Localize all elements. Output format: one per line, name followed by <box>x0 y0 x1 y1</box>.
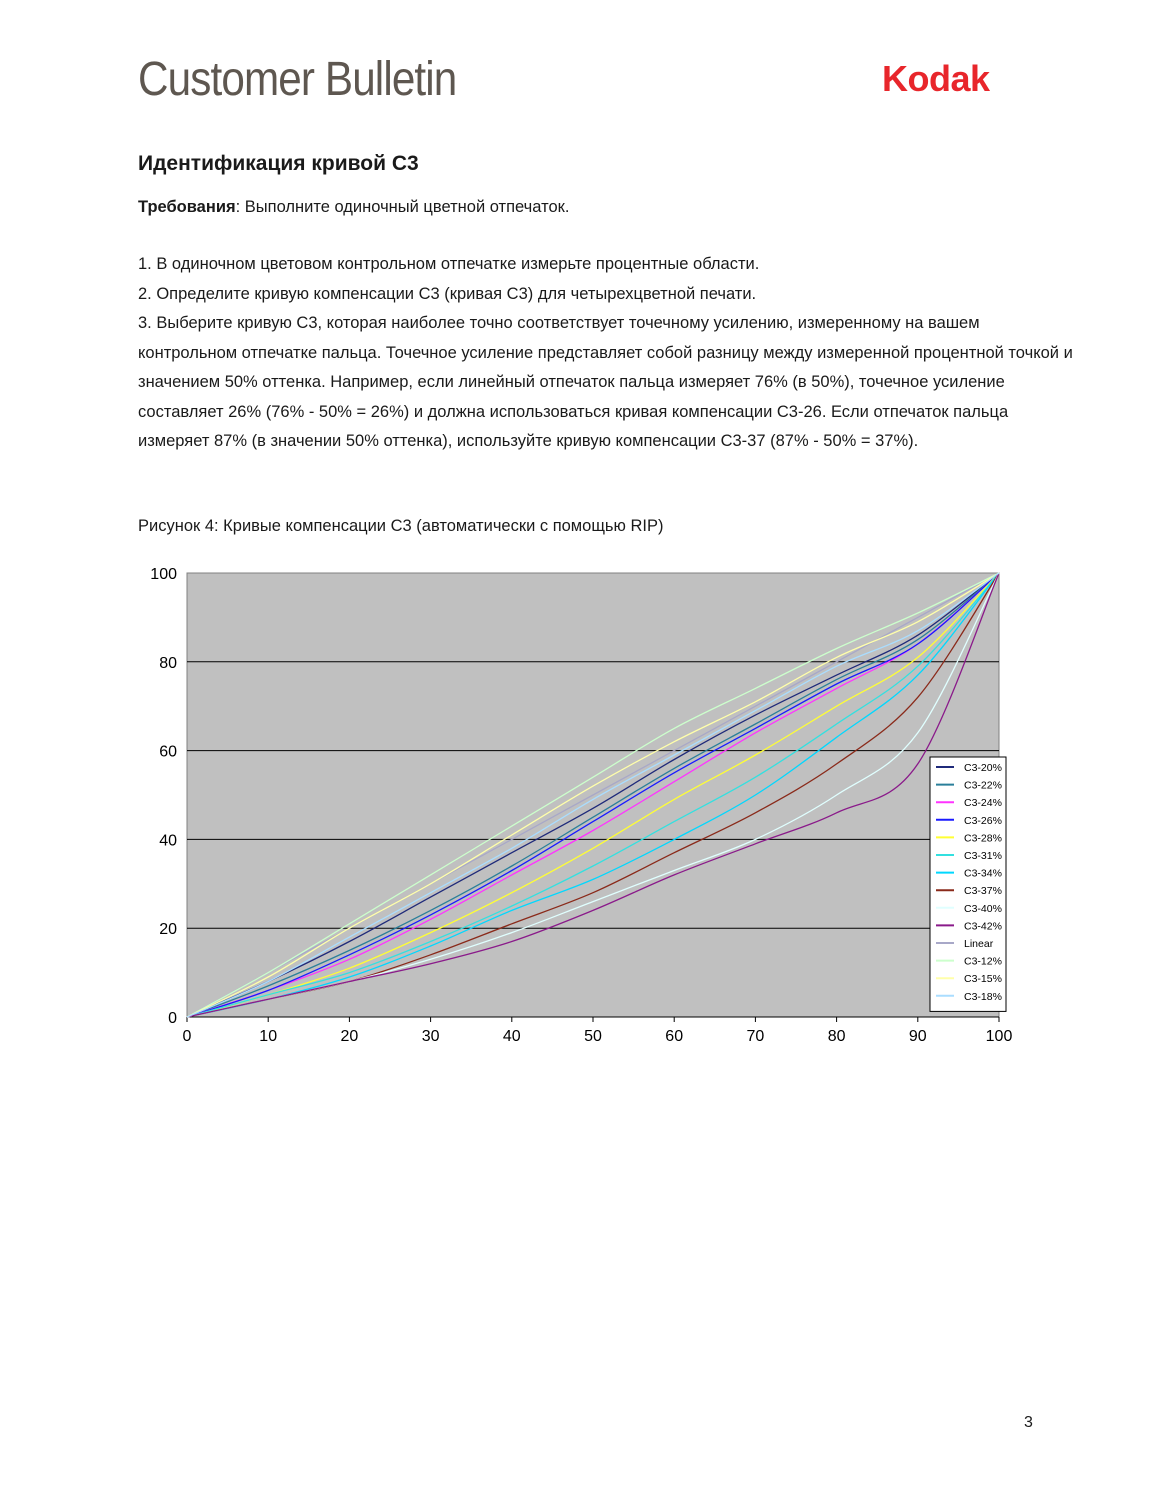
figure-caption: Рисунок 4: Кривые компенсации C3 (автоматически с помощью RIP) <box>138 517 664 535</box>
legend-label: C3-42% <box>964 920 1002 933</box>
y-tick-label: 100 <box>150 566 177 583</box>
legend-label: C3-18% <box>964 990 1002 1003</box>
requirements-label: Требования <box>138 198 236 216</box>
legend-label: Linear <box>964 938 994 950</box>
x-tick-label: 90 <box>908 1028 927 1045</box>
y-tick-label: 80 <box>159 654 177 672</box>
legend-label: C3-20% <box>964 762 1002 774</box>
legend-label: C3-37% <box>964 885 1002 898</box>
x-tick-label: 50 <box>584 1028 602 1045</box>
requirements-line <box>138 198 569 217</box>
bulletin-title: Customer Bulletin <box>138 53 457 106</box>
requirements-text: : Выполните одиночный цветной отпечаток. <box>235 198 570 216</box>
x-tick-label: 80 <box>827 1028 846 1045</box>
y-tick-label: 40 <box>159 832 177 850</box>
x-tick-label: 100 <box>985 1028 1013 1045</box>
steps-list <box>138 250 1078 457</box>
legend-label: C3-26% <box>964 814 1002 827</box>
legend-label: C3-12% <box>964 955 1002 968</box>
step-3: 3. Выберите кривую C3, которая наиболее точно соответствует точечному усилению, измеренному на вашем контрольном отпечатке пальца. Точечное усиление представляет собой разницу между измеренной процентной точкой и значением 50% оттенка. Например, если линейный отпечаток пальца измеряет 76% (в 50%), точечное усиление составляет 26% (76% - 50% = 26%) и должна использоваться кривая компенсации C3-26. Если отпечаток пальца измеряет 87% (в значении 50% оттенка), используйте кривую компенсации C3-37 (87% - 50% = 37%). <box>138 314 1073 450</box>
x-tick-label: 40 <box>502 1028 521 1045</box>
x-tick-label: 20 <box>340 1028 359 1045</box>
legend-label: C3-24% <box>964 797 1002 810</box>
legend-label: C3-34% <box>964 867 1002 880</box>
c3-curves-chart <box>130 555 1030 1055</box>
legend-label: C3-28% <box>964 832 1002 845</box>
legend-label: C3-15% <box>964 973 1002 986</box>
legend-label: C3-40% <box>964 902 1002 915</box>
x-tick-label: 60 <box>665 1028 684 1045</box>
step-1: 1. В одиночном цветовом контрольном отпечатке измерьте процентные области. <box>138 255 760 273</box>
legend-label: C3-22% <box>964 779 1002 792</box>
step-2: 2. Определите кривую компенсации C3 (кривая C3) для четырехцветной печати. <box>138 284 757 303</box>
y-tick-label: 0 <box>168 1010 177 1027</box>
y-tick-label: 20 <box>159 921 177 939</box>
legend-label: C3-31% <box>964 850 1002 862</box>
page-number: 3 <box>1024 1414 1033 1431</box>
kodak-logo: Kodak <box>882 58 990 99</box>
x-tick-label: 10 <box>259 1028 278 1045</box>
x-tick-label: 30 <box>421 1028 440 1045</box>
x-tick-label: 70 <box>746 1028 765 1045</box>
y-tick-label: 60 <box>159 743 177 761</box>
section-title: Идентификация кривой C3 <box>138 152 419 175</box>
x-tick-label: 0 <box>182 1028 192 1045</box>
